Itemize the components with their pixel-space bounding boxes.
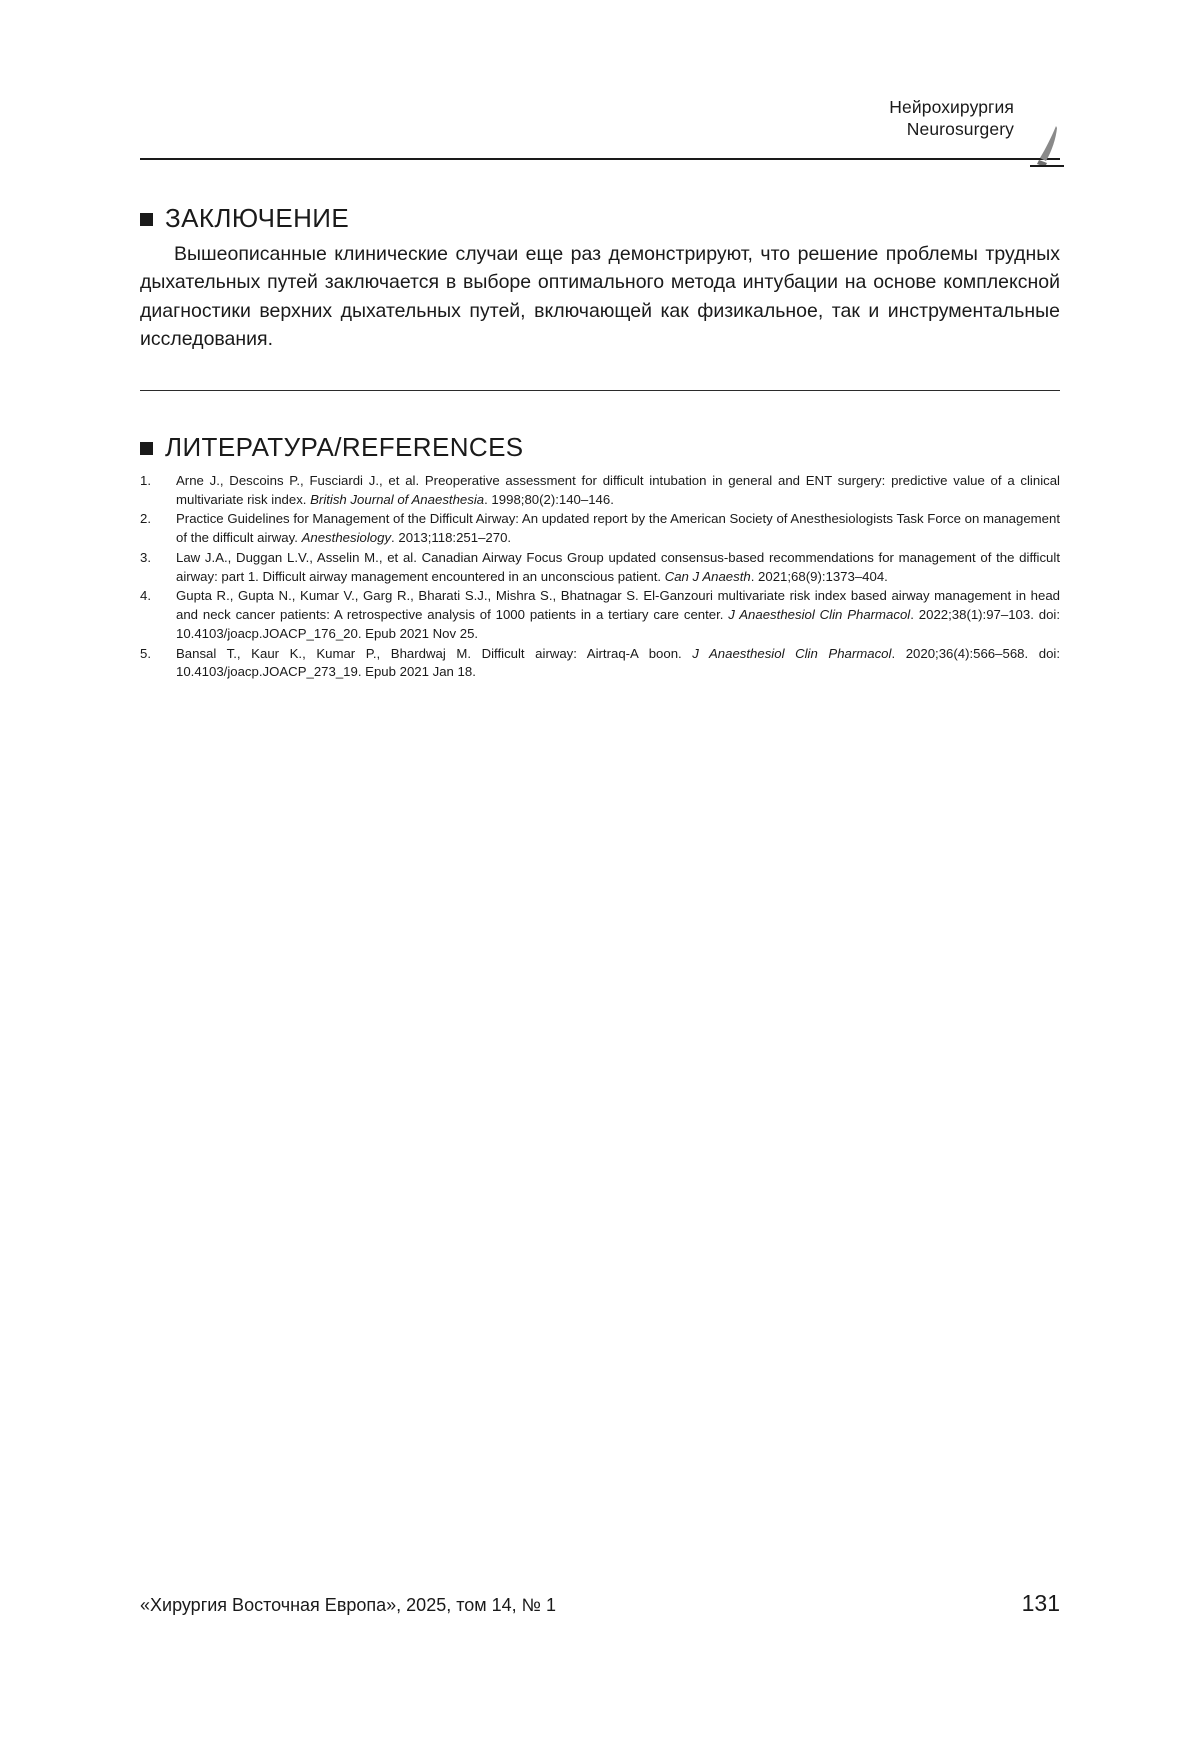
reference-number: 2.: [140, 511, 151, 527]
page-header: [140, 96, 1060, 141]
reference-item: [140, 587, 1060, 643]
reference-item: [140, 510, 1060, 547]
scalpel-mark-icon: [1030, 126, 1064, 168]
references-heading: [140, 432, 1060, 463]
reference-text: Law J.A., Duggan L.V., Asselin M., et al. Canadian Airway Focus Group updated consensus-based recommendations for management of the difficult airway: part 1. Difficult airway management encountered in an unconscious patient. Can J Anaesth. 2021;68(9):1373–404.: [176, 549, 1060, 584]
header-title-en: Neurosurgery: [906, 119, 1014, 140]
reference-item: [140, 645, 1060, 682]
references-section: [140, 432, 1060, 683]
reference-text: Gupta R., Gupta N., Kumar V., Garg R., Bharati S.J., Mishra S., Bhatnagar S. El-Ganzouri multivariate risk index based airway management in head and neck cancer patients: A retrospective analysis of 1000 patients in a tertiary care center. J Anaesthesiol Clin Pharmacol. 2022;38(1):97–103. doi: 10.4103/joacp.JOACP_176_20. Epub 2021 Nov 25.: [176, 588, 1061, 641]
conclusion-title: ЗАКЛЮЧЕНИЕ: [165, 203, 350, 233]
reference-text: Arne J., Descoins P., Fusciardi J., et al. Preoperative assessment for difficult intubation in general and ENT surgery: predictive value of a clinical multivariate risk index. British Journal of Anaesthesia. 1998;80(2):140–146.: [176, 473, 1060, 507]
section-divider: [140, 390, 1060, 391]
reference-number: 1.: [140, 473, 151, 488]
reference-number: 4.: [140, 588, 151, 604]
footer-page-number: 131: [1021, 1590, 1060, 1616]
header-title-ru: Нейрохирургия: [889, 97, 1014, 117]
header-rule: [140, 158, 1060, 160]
reference-item: [140, 549, 1060, 586]
footer-journal-title: «Хирургия Восточная Европа», 2025, том 14, № 1: [140, 1595, 556, 1615]
square-bullet-icon: [140, 442, 153, 455]
header-section-title: [140, 96, 1060, 141]
conclusion-section: [140, 203, 1060, 373]
reference-item: [140, 472, 1060, 509]
conclusion-paragraph: Вышеописанные клинические случаи еще раз демонстрируют, что решение проблемы трудных дыхательных путей заключается в выборе оптимального метода интубации на основе комплексной диагностики верхних дыхательных путей, включающей как физикальное, так и инструментальные исследования.: [140, 243, 1060, 351]
reference-number: 3.: [140, 549, 151, 565]
references-list: [140, 472, 1060, 682]
reference-number: 5.: [140, 645, 151, 661]
page-footer: [140, 1590, 1060, 1617]
references-title: ЛИТЕРАТУРА/REFERENCES: [165, 432, 524, 462]
reference-text: Bansal T., Kaur K., Kumar P., Bhardwaj M. Difficult airway: Airtraq-A boon. J Anaesthesiol Clin Pharmacol. 2020;36(4):566–568. doi: 10.4103/joacp.JOACP_273_19. Epub 2021 Jan 18.: [176, 645, 1060, 680]
conclusion-heading: [127, 203, 1060, 234]
square-bullet-icon: [140, 213, 153, 226]
reference-text: Practice Guidelines for Management of the Difficult Airway: An updated report by the American Society of Anesthesiologists Task Force on management of the difficult airway. Anesthesiology. 2013;118:251–270.: [176, 511, 1060, 546]
